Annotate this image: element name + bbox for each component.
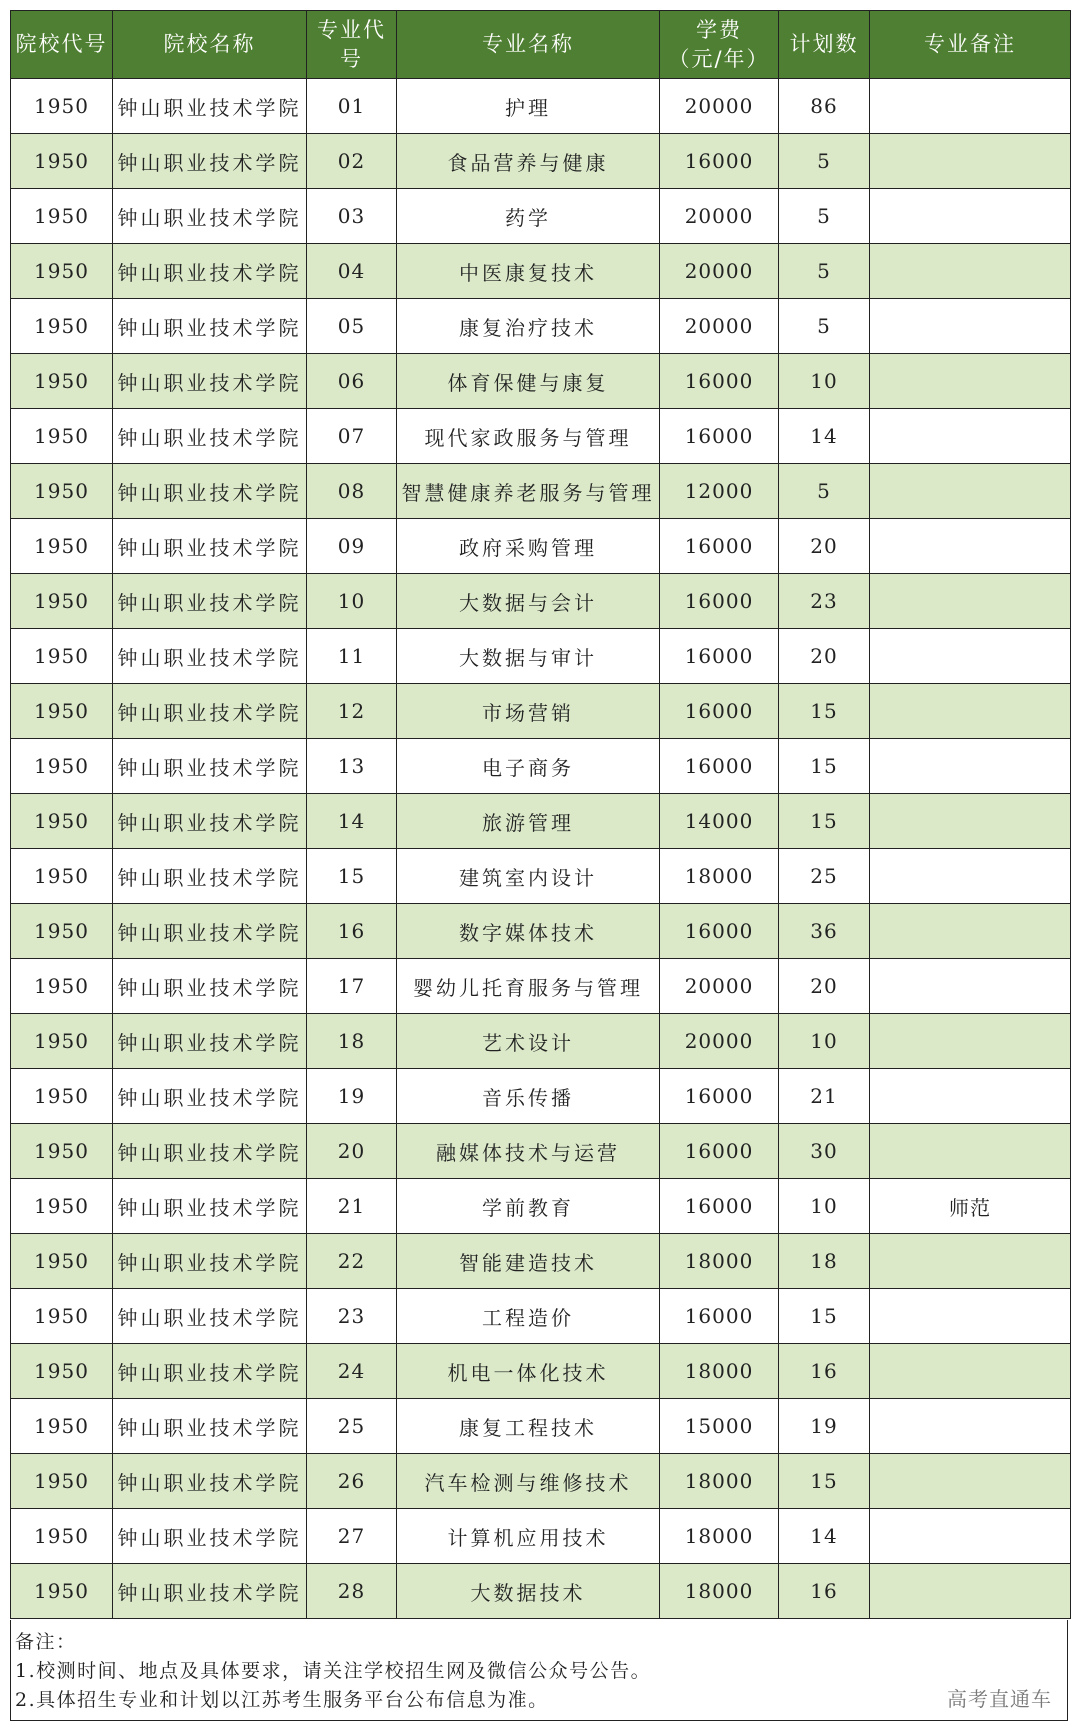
cell-tuition: 20000 (660, 189, 779, 244)
cell-school-name: 钟山职业技术学院 (113, 739, 307, 794)
cell-major-name: 药学 (397, 189, 660, 244)
cell-tuition: 20000 (660, 1014, 779, 1069)
cell-tuition: 16000 (660, 684, 779, 739)
cell-plan: 10 (779, 354, 870, 409)
cell-tuition: 16000 (660, 134, 779, 189)
notes-line-2: 2.具体招生专业和计划以江苏考生服务平台公布信息为准。 (15, 1689, 549, 1711)
cell-plan: 10 (779, 1014, 870, 1069)
cell-plan: 15 (779, 739, 870, 794)
cell-school-name: 钟山职业技术学院 (113, 519, 307, 574)
cell-major-code: 06 (307, 354, 397, 409)
table-row (11, 1454, 1071, 1509)
cell-school-code: 1950 (11, 464, 113, 519)
cell-school-code: 1950 (11, 1124, 113, 1179)
cell-school-name: 钟山职业技术学院 (113, 1069, 307, 1124)
cell-plan: 5 (779, 134, 870, 189)
cell-tuition: 16000 (660, 1069, 779, 1124)
cell-major-name: 电子商务 (397, 739, 660, 794)
cell-school-code: 1950 (11, 1069, 113, 1124)
cell-major-name: 市场营销 (397, 684, 660, 739)
table-row (11, 684, 1071, 739)
table-row (11, 1344, 1071, 1399)
watermark-text: 高考直通车 (947, 1687, 1052, 1711)
cell-tuition: 16000 (660, 574, 779, 629)
cell-tuition: 18000 (660, 1234, 779, 1289)
cell-remark (870, 1399, 1071, 1454)
table-row (11, 1564, 1071, 1619)
cell-major-name: 建筑室内设计 (397, 849, 660, 904)
cell-school-code: 1950 (11, 904, 113, 959)
cell-school-code: 1950 (11, 1509, 113, 1564)
cell-school-code: 1950 (11, 959, 113, 1014)
cell-school-code: 1950 (11, 1399, 113, 1454)
cell-tuition: 18000 (660, 1454, 779, 1509)
cell-school-name: 钟山职业技术学院 (113, 959, 307, 1014)
cell-plan: 86 (779, 79, 870, 134)
table-row (11, 1509, 1071, 1564)
cell-major-name: 汽车检测与维修技术 (397, 1454, 660, 1509)
cell-remark (870, 189, 1071, 244)
cell-tuition: 16000 (660, 1124, 779, 1179)
cell-major-code: 11 (307, 629, 397, 684)
cell-tuition: 18000 (660, 849, 779, 904)
cell-plan: 5 (779, 244, 870, 299)
cell-tuition: 18000 (660, 1509, 779, 1564)
cell-remark (870, 1069, 1071, 1124)
cell-plan: 20 (779, 519, 870, 574)
cell-major-name: 艺术设计 (397, 1014, 660, 1069)
cell-major-code: 01 (307, 79, 397, 134)
table-row (11, 1234, 1071, 1289)
cell-major-code: 13 (307, 739, 397, 794)
cell-tuition: 12000 (660, 464, 779, 519)
header-tuition-line2: （元/年） (668, 46, 770, 71)
table-row (11, 409, 1071, 464)
cell-school-code: 1950 (11, 244, 113, 299)
cell-plan: 20 (779, 629, 870, 684)
header-major-code: 专业代号 (307, 11, 397, 79)
cell-major-name: 工程造价 (397, 1289, 660, 1344)
cell-school-code: 1950 (11, 1234, 113, 1289)
cell-school-code: 1950 (11, 189, 113, 244)
admissions-table (10, 10, 1071, 1619)
cell-major-code: 26 (307, 1454, 397, 1509)
cell-school-name: 钟山职业技术学院 (113, 299, 307, 354)
cell-tuition: 16000 (660, 629, 779, 684)
cell-major-name: 食品营养与健康 (397, 134, 660, 189)
cell-major-name: 护理 (397, 79, 660, 134)
cell-major-code: 03 (307, 189, 397, 244)
cell-remark (870, 409, 1071, 464)
table-row (11, 299, 1071, 354)
cell-plan: 5 (779, 299, 870, 354)
cell-school-name: 钟山职业技术学院 (113, 1509, 307, 1564)
cell-plan: 15 (779, 1289, 870, 1344)
cell-tuition: 16000 (660, 519, 779, 574)
table-row (11, 629, 1071, 684)
table-row (11, 739, 1071, 794)
cell-remark (870, 904, 1071, 959)
cell-school-name: 钟山职业技术学院 (113, 354, 307, 409)
cell-major-name: 融媒体技术与运营 (397, 1124, 660, 1179)
cell-plan: 15 (779, 684, 870, 739)
cell-plan: 16 (779, 1564, 870, 1619)
cell-major-code: 10 (307, 574, 397, 629)
cell-tuition: 16000 (660, 354, 779, 409)
cell-remark (870, 299, 1071, 354)
cell-plan: 36 (779, 904, 870, 959)
cell-plan: 14 (779, 1509, 870, 1564)
cell-remark (870, 354, 1071, 409)
cell-major-code: 22 (307, 1234, 397, 1289)
table-row (11, 1069, 1071, 1124)
table-row (11, 959, 1071, 1014)
cell-school-name: 钟山职业技术学院 (113, 794, 307, 849)
cell-tuition: 20000 (660, 244, 779, 299)
cell-major-name: 体育保健与康复 (397, 354, 660, 409)
cell-school-name: 钟山职业技术学院 (113, 574, 307, 629)
table-body (11, 79, 1071, 1619)
cell-major-name: 智慧健康养老服务与管理 (397, 464, 660, 519)
cell-school-code: 1950 (11, 794, 113, 849)
table-row (11, 354, 1071, 409)
table-row (11, 574, 1071, 629)
cell-school-code: 1950 (11, 629, 113, 684)
header-tuition-line1: 学费 (696, 18, 742, 43)
header-school-name: 院校名称 (113, 11, 307, 79)
cell-plan: 5 (779, 464, 870, 519)
cell-major-name: 康复治疗技术 (397, 299, 660, 354)
table-row (11, 1399, 1071, 1454)
table-row (11, 519, 1071, 574)
cell-major-name: 大数据与会计 (397, 574, 660, 629)
header-major-name: 专业名称 (397, 11, 660, 79)
cell-tuition: 16000 (660, 409, 779, 464)
cell-plan: 15 (779, 1454, 870, 1509)
cell-school-name: 钟山职业技术学院 (113, 904, 307, 959)
cell-major-code: 12 (307, 684, 397, 739)
cell-plan: 20 (779, 959, 870, 1014)
cell-school-code: 1950 (11, 299, 113, 354)
table-header-row (11, 11, 1071, 79)
cell-school-name: 钟山职业技术学院 (113, 409, 307, 464)
table-row (11, 1014, 1071, 1069)
notes-line-1: 1.校测时间、地点及具体要求，请关注学校招生网及微信公众号公告。 (15, 1660, 652, 1682)
cell-school-code: 1950 (11, 574, 113, 629)
cell-school-name: 钟山职业技术学院 (113, 1124, 307, 1179)
table-row (11, 134, 1071, 189)
cell-tuition: 20000 (660, 959, 779, 1014)
table-row (11, 904, 1071, 959)
cell-major-code: 19 (307, 1069, 397, 1124)
cell-major-code: 23 (307, 1289, 397, 1344)
cell-plan: 21 (779, 1069, 870, 1124)
cell-major-code: 07 (307, 409, 397, 464)
cell-remark (870, 1564, 1071, 1619)
cell-plan: 5 (779, 189, 870, 244)
admissions-table-sheet (10, 10, 1070, 1619)
cell-major-code: 18 (307, 1014, 397, 1069)
table-row (11, 1179, 1071, 1234)
cell-plan: 18 (779, 1234, 870, 1289)
notes-title: 备注： (15, 1631, 77, 1653)
cell-remark (870, 1234, 1071, 1289)
cell-remark (870, 684, 1071, 739)
cell-remark (870, 739, 1071, 794)
cell-plan: 15 (779, 794, 870, 849)
cell-school-code: 1950 (11, 354, 113, 409)
cell-school-code: 1950 (11, 79, 113, 134)
cell-major-name: 婴幼儿托育服务与管理 (397, 959, 660, 1014)
cell-plan: 25 (779, 849, 870, 904)
cell-school-code: 1950 (11, 684, 113, 739)
cell-major-code: 05 (307, 299, 397, 354)
cell-plan: 14 (779, 409, 870, 464)
cell-major-code: 15 (307, 849, 397, 904)
cell-school-name: 钟山职业技术学院 (113, 464, 307, 519)
cell-tuition: 14000 (660, 794, 779, 849)
cell-school-code: 1950 (11, 1014, 113, 1069)
cell-remark (870, 79, 1071, 134)
cell-school-name: 钟山职业技术学院 (113, 629, 307, 684)
cell-school-name: 钟山职业技术学院 (113, 1399, 307, 1454)
cell-school-name: 钟山职业技术学院 (113, 849, 307, 904)
cell-major-name: 大数据技术 (397, 1564, 660, 1619)
cell-major-name: 大数据与审计 (397, 629, 660, 684)
notes-section (10, 1620, 1068, 1721)
cell-tuition: 16000 (660, 1179, 779, 1234)
cell-major-code: 09 (307, 519, 397, 574)
cell-major-code: 02 (307, 134, 397, 189)
cell-major-code: 24 (307, 1344, 397, 1399)
cell-school-name: 钟山职业技术学院 (113, 79, 307, 134)
cell-tuition: 16000 (660, 739, 779, 794)
cell-school-name: 钟山职业技术学院 (113, 1014, 307, 1069)
cell-major-code: 25 (307, 1399, 397, 1454)
table-row (11, 79, 1071, 134)
cell-school-name: 钟山职业技术学院 (113, 1289, 307, 1344)
cell-tuition: 16000 (660, 904, 779, 959)
cell-school-code: 1950 (11, 739, 113, 794)
cell-school-name: 钟山职业技术学院 (113, 244, 307, 299)
cell-major-code: 16 (307, 904, 397, 959)
cell-school-code: 1950 (11, 409, 113, 464)
cell-school-code: 1950 (11, 1454, 113, 1509)
cell-remark: 师范 (870, 1179, 1071, 1234)
cell-tuition: 18000 (660, 1564, 779, 1619)
cell-major-name: 现代家政服务与管理 (397, 409, 660, 464)
cell-remark (870, 574, 1071, 629)
cell-school-name: 钟山职业技术学院 (113, 134, 307, 189)
cell-plan: 30 (779, 1124, 870, 1179)
cell-remark (870, 849, 1071, 904)
cell-school-name: 钟山职业技术学院 (113, 1454, 307, 1509)
cell-school-code: 1950 (11, 1289, 113, 1344)
cell-remark (870, 959, 1071, 1014)
cell-tuition: 20000 (660, 79, 779, 134)
cell-school-name: 钟山职业技术学院 (113, 1564, 307, 1619)
header-tuition (660, 11, 779, 79)
cell-major-name: 学前教育 (397, 1179, 660, 1234)
cell-major-name: 政府采购管理 (397, 519, 660, 574)
cell-tuition: 16000 (660, 1289, 779, 1344)
cell-major-code: 14 (307, 794, 397, 849)
cell-remark (870, 1014, 1071, 1069)
cell-remark (870, 1344, 1071, 1399)
cell-major-code: 21 (307, 1179, 397, 1234)
cell-tuition: 18000 (660, 1344, 779, 1399)
cell-school-name: 钟山职业技术学院 (113, 684, 307, 739)
cell-major-name: 旅游管理 (397, 794, 660, 849)
cell-tuition: 15000 (660, 1399, 779, 1454)
cell-major-name: 计算机应用技术 (397, 1509, 660, 1564)
cell-major-code: 08 (307, 464, 397, 519)
cell-major-name: 音乐传播 (397, 1069, 660, 1124)
cell-plan: 19 (779, 1399, 870, 1454)
cell-school-name: 钟山职业技术学院 (113, 189, 307, 244)
table-row (11, 1289, 1071, 1344)
cell-remark (870, 519, 1071, 574)
cell-remark (870, 1509, 1071, 1564)
table-row (11, 189, 1071, 244)
cell-school-code: 1950 (11, 1564, 113, 1619)
cell-remark (870, 629, 1071, 684)
cell-plan: 10 (779, 1179, 870, 1234)
cell-major-name: 机电一体化技术 (397, 1344, 660, 1399)
header-school-code: 院校代号 (11, 11, 113, 79)
cell-school-code: 1950 (11, 1179, 113, 1234)
cell-major-code: 17 (307, 959, 397, 1014)
cell-school-code: 1950 (11, 134, 113, 189)
table-row (11, 464, 1071, 519)
cell-school-code: 1950 (11, 1344, 113, 1399)
cell-school-code: 1950 (11, 519, 113, 574)
cell-school-name: 钟山职业技术学院 (113, 1234, 307, 1289)
header-plan: 计划数 (779, 11, 870, 79)
cell-remark (870, 794, 1071, 849)
cell-major-name: 中医康复技术 (397, 244, 660, 299)
cell-major-code: 20 (307, 1124, 397, 1179)
cell-plan: 23 (779, 574, 870, 629)
cell-plan: 16 (779, 1344, 870, 1399)
cell-remark (870, 134, 1071, 189)
cell-major-name: 康复工程技术 (397, 1399, 660, 1454)
cell-major-code: 27 (307, 1509, 397, 1564)
cell-remark (870, 1454, 1071, 1509)
cell-school-name: 钟山职业技术学院 (113, 1179, 307, 1234)
table-row (11, 244, 1071, 299)
cell-major-code: 28 (307, 1564, 397, 1619)
cell-remark (870, 1124, 1071, 1179)
cell-school-code: 1950 (11, 849, 113, 904)
cell-major-name: 智能建造技术 (397, 1234, 660, 1289)
cell-school-name: 钟山职业技术学院 (113, 1344, 307, 1399)
table-row (11, 794, 1071, 849)
table-row (11, 849, 1071, 904)
cell-tuition: 20000 (660, 299, 779, 354)
cell-remark (870, 244, 1071, 299)
cell-remark (870, 464, 1071, 519)
header-remark: 专业备注 (870, 11, 1071, 79)
cell-major-name: 数字媒体技术 (397, 904, 660, 959)
cell-major-code: 04 (307, 244, 397, 299)
cell-remark (870, 1289, 1071, 1344)
table-row (11, 1124, 1071, 1179)
